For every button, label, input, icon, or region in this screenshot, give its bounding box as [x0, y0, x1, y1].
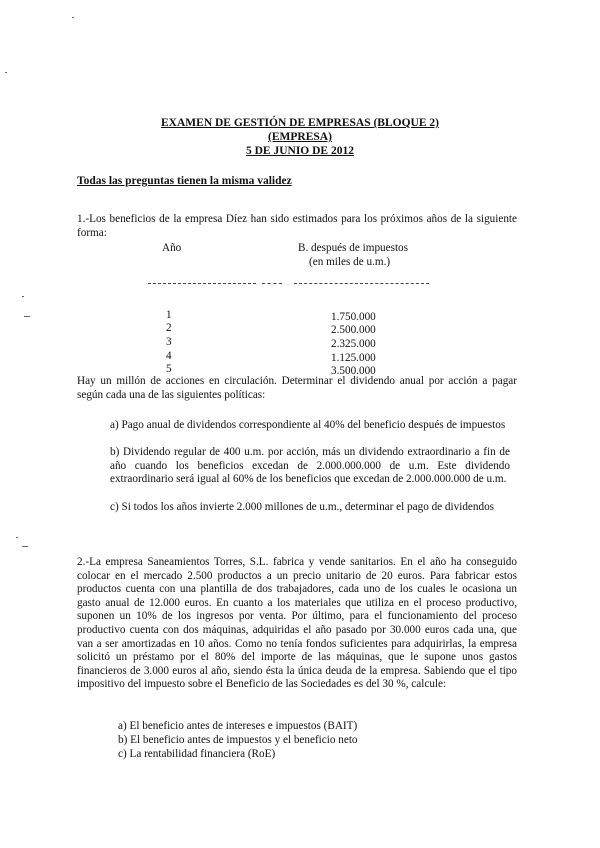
- q1-intro: 1.-Los beneficios de la empresa Díez han sido estimados para los próximos años de la siguiente forma:: [77, 213, 517, 239]
- scan-speck: [22, 296, 24, 297]
- table-year: 3: [166, 336, 172, 348]
- q1-option-b: b) Dividendo regular de 400 u.m. por acción, más un dividendo extraordinario a fin de año cuando los beneficios excedan de 2.000.000.000 de u.m. Este dividendo extraordinario será igual al 60% de los beneficios que excedan de 2.000.000.000 de u.m.: [110, 446, 510, 486]
- table-value: 2.500.000: [331, 324, 376, 336]
- title-line-1: EXAMEN DE GESTIÓN DE EMPRESAS (BLOQUE 2): [161, 117, 439, 129]
- table-value: 3.500.000: [331, 365, 376, 377]
- scan-speck: [5, 72, 7, 73]
- table-value: 2.325.000: [331, 338, 376, 350]
- table-year: 5: [166, 363, 172, 375]
- scan-speck: [16, 537, 18, 538]
- q2-text: 2.-La empresa Saneamientos Torres, S.L. fabrica y vende sanitarios. En el año ha conseguido colocar en el mercado 2.500 productos a un precio unitario de 20 euros. Para fabricar estos productos cuenta con una plantilla de dos trabajadores, cada uno de los cuales le ocasiona un gasto anual de 12.000 euros. En cuanto a los materiales que utiliza en el proceso productivo, suponen un 10% de los ingresos por venta. Por último, para el funcionamiento del proceso productivo cuenta con dos máquinas, adquiridas el año pasado por 30.000 euros cada una, que van a ser amortizadas en 10 años. Como no tenía fondos suficientes para adquirirlas, la empresa solicitó un préstamo por el 80% del importe de las máquinas, que le supone unos gastos financieros de 3.000 euros al año, siendo ésta la única deuda de la empresa. Sabiendo que el tipo impositivo del impuesto sobre el Beneficio de las Sociedades es del 30 %, calcule:: [77, 556, 517, 691]
- scan-speck: [72, 17, 74, 18]
- table-rule: [262, 283, 282, 284]
- table-rule: [148, 283, 256, 284]
- scan-speck: [24, 316, 30, 317]
- q1-option-a: a) Pago anual de dividendos correspondiente al 40% del beneficio después de impuestos: [110, 419, 506, 431]
- table-year: 4: [166, 350, 172, 362]
- q2-option-b: b) El beneficio antes de impuestos y el beneficio neto: [118, 734, 358, 746]
- table-header-units: (en miles de u.m.): [309, 256, 391, 268]
- table-value: 1.750.000: [331, 311, 376, 323]
- scan-speck: [22, 546, 28, 547]
- table-header-profit: B. después de impuestos: [298, 242, 409, 254]
- table-header-year: Año: [162, 242, 182, 254]
- validity-note: Todas las preguntas tienen la misma validez: [77, 175, 292, 187]
- table-year: 1: [166, 309, 172, 321]
- table-year: 2: [166, 322, 172, 334]
- title-line-2: (EMPRESA): [268, 131, 332, 143]
- table-value: 1.125.000: [331, 352, 376, 364]
- table-rule: [294, 283, 429, 284]
- q2-option-c: c) La rentabilidad financiera (RoE): [118, 748, 276, 760]
- q1-option-c: c) Si todos los años invierte 2.000 millones de u.m., determinar el pago de dividendos: [110, 501, 495, 513]
- q2-option-a: a) El beneficio antes de intereses e impuestos (BAIT): [118, 720, 358, 732]
- q1-statement: Hay un millón de acciones en circulación. Determinar el dividendo anual por acción a pagar según cada una de las siguientes políticas:: [77, 375, 517, 401]
- title-line-3: 5 DE JUNIO DE 2012: [246, 145, 354, 157]
